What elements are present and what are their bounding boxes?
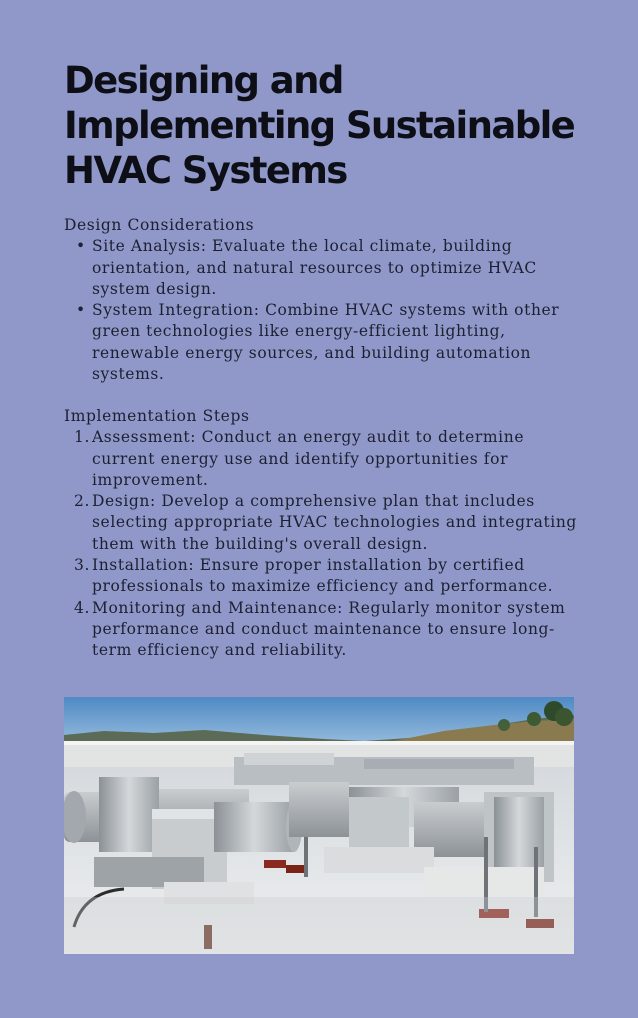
implementation-steps-list bbox=[64, 427, 584, 661]
step-number: 3. bbox=[74, 556, 90, 575]
implementation-steps-section bbox=[64, 406, 584, 662]
list-item bbox=[64, 598, 584, 662]
step-number: 2. bbox=[74, 492, 90, 511]
list-item-text: System Integration: Combine HVAC systems with other green technologies like energy-efficient lighting, renewable energy sources, and building automation systems. bbox=[92, 301, 560, 384]
step-number: 1. bbox=[74, 428, 90, 447]
list-item-text: Installation: Ensure proper installation by certified professionals to maximize efficiency and performance. bbox=[92, 556, 554, 596]
implementation-steps-heading: Implementation Steps bbox=[64, 407, 250, 425]
list-item-text: Monitoring and Maintenance: Regularly monitor system performance and conduct maintenance to ensure long-term efficiency and reliability. bbox=[92, 598, 566, 660]
page-title: Designing and Implementing Sustainable HVAC Systems bbox=[64, 59, 575, 192]
design-considerations-section bbox=[64, 215, 584, 385]
list-item-text: Design: Develop a comprehensive plan that includes selecting appropriate HVAC technologies and integrating them with the building's overall design. bbox=[92, 492, 577, 553]
list-item-text: Assessment: Conduct an energy audit to determine current energy use and identify opportunities for improvement. bbox=[92, 428, 525, 489]
design-considerations-list bbox=[64, 236, 584, 385]
bullet-icon: • bbox=[76, 237, 86, 256]
list-item-text: Site Analysis: Evaluate the local climate, building orientation, and natural resources to optimize HVAC system design. bbox=[92, 237, 537, 298]
list-item bbox=[64, 427, 584, 491]
list-item bbox=[64, 300, 584, 385]
list-item bbox=[64, 555, 584, 598]
step-number: 4. bbox=[74, 598, 90, 617]
list-item bbox=[64, 236, 584, 300]
design-considerations-heading: Design Considerations bbox=[64, 216, 255, 234]
rooftop-hvac-photo bbox=[64, 697, 574, 954]
bullet-icon: • bbox=[76, 301, 86, 320]
list-item bbox=[64, 491, 584, 555]
